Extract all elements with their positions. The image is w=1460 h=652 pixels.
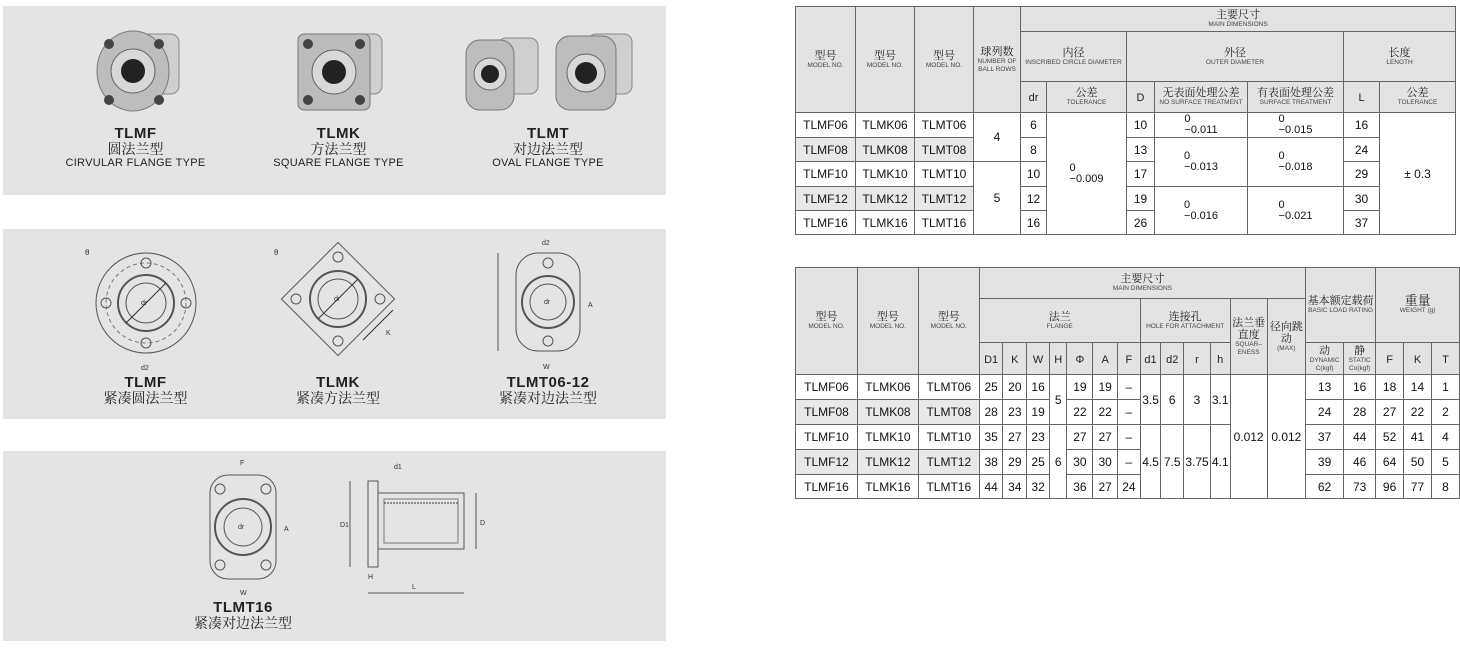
header-label: K (1413, 353, 1422, 366)
table-cell: 0 −0.013 (1155, 138, 1248, 187)
th-D1 (979, 343, 1003, 375)
table-cell: 38 (979, 450, 1003, 475)
header-en: (MAX) (1277, 344, 1296, 352)
header-label: A (1101, 353, 1109, 366)
header-label: 球列数 (980, 45, 1014, 58)
table-cell: TLMK10 (856, 162, 915, 187)
header-en: MODEL NO. (869, 323, 907, 330)
th-nosurf (1155, 82, 1248, 113)
table-cell: TLMF12 (796, 450, 858, 475)
table-cell: 6 (1161, 375, 1184, 425)
header-label: F (1125, 353, 1133, 366)
tlmt-drawing (488, 235, 608, 375)
table-cell: 0 −0.011 (1155, 113, 1248, 138)
header-en: LENGTH (1386, 58, 1413, 66)
tlmk-drawing (268, 235, 408, 375)
table-cell: 5 (1431, 450, 1459, 475)
table-cell: 22 (1067, 400, 1093, 425)
table-cell: 6 (1021, 113, 1047, 138)
table-cell: TLMF10 (796, 162, 856, 187)
product-cn: 圆法兰型 (107, 141, 164, 157)
header-label: d1 (1144, 353, 1157, 366)
table-cell: 62 (1305, 475, 1343, 499)
product-cn: 方法兰型 (310, 141, 367, 157)
drawing-cn: 紧凑方法兰型 (296, 390, 380, 406)
header-label: D (1136, 92, 1145, 104)
header-en: DYNAMIC C(kgf) (1309, 356, 1340, 372)
drawing-code: TLMT16 (213, 599, 273, 616)
dim-d2: d2 (140, 365, 149, 372)
table-cell: TLMF08 (796, 138, 856, 162)
th-weight (1376, 268, 1460, 343)
header-en: HOLE FOR ATTACHMENT (1146, 322, 1225, 330)
header-label: 重量 (1404, 293, 1431, 308)
table-cell: 44 (1344, 425, 1376, 450)
table-cell: 30 (1344, 187, 1380, 211)
table-cell: 18 (1376, 375, 1404, 400)
table-cell: 19 (1067, 375, 1093, 400)
header-label: 动 (1319, 344, 1331, 357)
th-D (1127, 82, 1155, 113)
dim-d1: d1 (394, 464, 402, 471)
header-en: MODEL NO. (866, 61, 904, 69)
table-cell: 37 (1344, 211, 1380, 235)
table-cell: 5 (1049, 375, 1067, 425)
product-code: TLMK (316, 125, 361, 142)
table-cell: 22 (1093, 400, 1118, 425)
header-en: OUTER DIAMETER (1205, 58, 1265, 66)
table-cell: TLMK08 (856, 138, 915, 162)
header-en: MAIN DIMENSIONS (1112, 285, 1172, 292)
table-dimensions-1 (795, 6, 1456, 235)
table-cell: 22 (1404, 400, 1432, 425)
table-cell: 27 (1093, 425, 1118, 450)
table-cell: 13 (1127, 138, 1155, 162)
th-A (1093, 343, 1118, 375)
header-label: h (1217, 353, 1224, 366)
th-h (1210, 343, 1230, 375)
product-code: TLMF (114, 125, 157, 142)
table-row (796, 211, 1456, 235)
drawing-cn: 紧凑对边法兰型 (499, 390, 597, 406)
table-cell: 4.5 (1140, 425, 1161, 499)
table-cell: 41 (1404, 425, 1432, 450)
table-cell: 19 (1027, 400, 1050, 425)
th-main-dims (979, 268, 1305, 299)
header-label: 型号 (937, 311, 960, 323)
dim-theta: θ (84, 248, 89, 257)
table-cell: 6 (1049, 425, 1067, 499)
table-cell: 0 −0.016 (1155, 187, 1248, 235)
header-en: MODEL NO. (925, 61, 963, 69)
dim-w: W (240, 590, 247, 597)
header-en: MODEL NO. (808, 323, 845, 330)
drawing16-panel (3, 451, 666, 641)
table-cell: 64 (1376, 450, 1404, 475)
header-label: H (1054, 353, 1063, 366)
table-cell: 0.012 (1267, 375, 1305, 499)
drawing-code: TLMF (124, 374, 167, 391)
th-phi (1067, 343, 1093, 375)
product-en: OVAL FLANGE TYPE (492, 157, 604, 169)
table-cell: 23 (1027, 425, 1050, 450)
table-cell: 16 (1027, 375, 1050, 400)
th-dynamic (1305, 343, 1343, 375)
table-cell: TLMK06 (857, 375, 918, 400)
table-cell: 3 (1184, 375, 1211, 425)
table-cell: 0 −0.018 (1248, 138, 1344, 187)
header-en: INSCRIBED CIRCLE DIAMETER (1025, 58, 1122, 66)
table-row (796, 138, 1456, 162)
table-cell: TLMK12 (857, 450, 918, 475)
header-label: 有表面处理公差 (1257, 87, 1334, 99)
th-wT (1431, 343, 1459, 375)
header-label: 基本额定载荷 (1307, 295, 1374, 307)
tlmk-photo (284, 16, 394, 126)
table-cell: 44 (979, 475, 1003, 499)
table-row (796, 475, 1460, 499)
header-label: 内径 (1062, 46, 1085, 59)
th-W (1027, 343, 1050, 375)
drawing-cn: 紧凑圆法兰型 (103, 390, 188, 406)
product-en: CIRVULAR FLANGE TYPE (65, 157, 206, 169)
header-label: T (1442, 353, 1449, 366)
table-cell: TLMF16 (796, 475, 858, 499)
table-cell: TLMT10 (918, 425, 979, 450)
dim-a: A (284, 526, 289, 533)
table-cell: 2 (1431, 400, 1459, 425)
table-cell: 8 (1431, 475, 1459, 499)
table-cell: 27 (1376, 400, 1404, 425)
drawing-tlmt16 (168, 455, 318, 631)
th-L (1344, 82, 1380, 113)
th-surf (1248, 82, 1344, 113)
dim-l: L (412, 584, 416, 591)
dim-dr: dr (544, 299, 551, 306)
th-main-dims (1021, 7, 1456, 32)
tlmf-drawing (81, 235, 211, 375)
table-cell: TLMK06 (856, 113, 915, 138)
table-cell: 25 (1027, 450, 1050, 475)
header-label: dr (1028, 92, 1039, 104)
header-label: K (1011, 353, 1019, 366)
drawing-cn: 紧凑对边法兰型 (194, 615, 292, 631)
table-cell: 28 (1344, 400, 1376, 425)
table-cell: 46 (1344, 450, 1376, 475)
table-cell: TLMK12 (856, 187, 915, 211)
header-label: 连接孔 (1168, 310, 1202, 323)
dim-a: A (588, 302, 593, 309)
th-flange (979, 299, 1140, 343)
table-cell: 24 (1118, 475, 1141, 499)
header-label: r (1195, 353, 1199, 366)
product-tlmt (448, 16, 648, 170)
table-cell: 34 (1003, 475, 1027, 499)
table-cell: TLMF16 (796, 211, 856, 235)
th-d1 (1140, 343, 1161, 375)
table-cell: 10 (1021, 162, 1047, 187)
table-cell: 4 (1431, 425, 1459, 450)
table-row (796, 113, 1456, 138)
header-en: SQUAR–ENESS (1235, 340, 1262, 356)
table-cell: TLMT06 (918, 375, 979, 400)
th-outer (1127, 32, 1344, 82)
dim-h: H (368, 574, 374, 581)
header-label: 无表面处理公差 (1162, 87, 1240, 99)
dim-d2: d2 (542, 240, 550, 247)
table-cell: 39 (1305, 450, 1343, 475)
table-cell: 8 (1021, 138, 1047, 162)
table-row (796, 450, 1460, 475)
table-cell: ± 0.3 (1380, 113, 1456, 235)
table-cell: TLMT16 (918, 475, 979, 499)
table-cell: – (1118, 375, 1141, 400)
table-cell: TLMT12 (918, 450, 979, 475)
dim-w: W (543, 364, 550, 371)
header-label: 外径 (1224, 46, 1246, 59)
header-label: 型号 (876, 311, 899, 323)
th-model-k (856, 7, 915, 113)
header-en: MAIN DIMENSIONS (1208, 21, 1268, 28)
table-cell: 4 (974, 113, 1021, 162)
table-cell: 0 −0.009 (1047, 113, 1127, 235)
table-cell: 16 (1344, 375, 1376, 400)
table-cell: 35 (979, 425, 1003, 450)
th-load (1305, 268, 1375, 343)
table-cell: 0.012 (1230, 375, 1267, 499)
table-cell: 26 (1127, 211, 1155, 235)
th-model-f (796, 7, 856, 113)
th-model-t (915, 7, 974, 113)
header-en: SURFACE TREATMENT (1259, 99, 1332, 106)
table-cell: 12 (1021, 187, 1047, 211)
table-cell: 52 (1376, 425, 1404, 450)
table-row (796, 425, 1460, 450)
product-tlmk (251, 16, 426, 170)
th-model-f (796, 268, 858, 375)
drawing-panel (3, 229, 666, 419)
header-label: D1 (984, 353, 999, 366)
table-cell: 30 (1067, 450, 1093, 475)
th-wK (1404, 343, 1432, 375)
table-cell: 25 (979, 375, 1003, 400)
header-en: MODEL NO. (807, 61, 844, 69)
product-tlmf (48, 16, 223, 170)
header-label: F (1386, 353, 1393, 366)
table-cell: 27 (1003, 425, 1027, 450)
table-dimensions-2 (795, 267, 1460, 499)
table-cell: 36 (1067, 475, 1093, 499)
header-en: NO SURFACE TREATMENT (1159, 99, 1243, 106)
table-cell: 32 (1027, 475, 1050, 499)
header-en: NUMBER OF BALL ROWS (977, 57, 1017, 73)
tlmt-photo (458, 16, 638, 126)
table-cell: 96 (1376, 475, 1404, 499)
th-dr-tol (1047, 82, 1127, 113)
table-cell: TLMK16 (856, 211, 915, 235)
th-squareness (1230, 299, 1267, 375)
table-cell: TLMF10 (796, 425, 858, 450)
table-cell: 50 (1404, 450, 1432, 475)
th-hole (1140, 299, 1230, 343)
table-cell: 20 (1003, 375, 1027, 400)
header-label: 型号 (933, 49, 955, 62)
table-cell: 3.75 (1184, 425, 1211, 499)
table-cell: 4.1 (1210, 425, 1230, 499)
th-H (1049, 343, 1067, 375)
table-cell: 73 (1344, 475, 1376, 499)
table-cell: TLMF06 (796, 113, 856, 138)
table-cell: TLMF08 (796, 400, 858, 425)
table-cell: 10 (1127, 113, 1155, 138)
table-row (796, 187, 1456, 211)
table-cell: TLMT10 (915, 162, 974, 187)
header-en: MODEL NO. (930, 323, 967, 330)
th-dr (1021, 82, 1047, 113)
table-row (796, 375, 1460, 400)
drawing-code: TLMT06-12 (506, 374, 590, 391)
header-label: 型号 (814, 49, 837, 62)
header-label: 静 (1354, 344, 1366, 357)
header-en: BASIC LOAD RATING (1308, 307, 1374, 314)
table-cell: 24 (1305, 400, 1343, 425)
th-len-tol (1380, 82, 1456, 113)
table-cell: 3.1 (1210, 375, 1230, 425)
table-cell: TLMK10 (857, 425, 918, 450)
table-cell: 14 (1404, 375, 1432, 400)
table-cell: 3.5 (1140, 375, 1161, 425)
th-F (1118, 343, 1141, 375)
header-en: WEIGHT (g) (1399, 307, 1436, 314)
th-static (1344, 343, 1376, 375)
header-label: Φ (1075, 353, 1085, 366)
header-label: 径向跳动 (1269, 320, 1303, 345)
header-label: 型号 (815, 311, 838, 323)
tlmt16-drawing (188, 455, 298, 600)
header-label: 主要尺寸 (1120, 273, 1165, 285)
header-en: FLANGE (1046, 322, 1073, 330)
header-label: 公差 (1406, 87, 1429, 99)
header-label: d2 (1166, 353, 1179, 366)
table-cell: 5 (974, 162, 1021, 235)
table-cell: – (1118, 425, 1141, 450)
table-cell: 30 (1093, 450, 1118, 475)
product-en: SQUARE FLANGE TYPE (273, 157, 404, 169)
drawing-code: TLMK (316, 374, 360, 391)
table-cell: 16 (1021, 211, 1047, 235)
header-label: W (1032, 353, 1044, 366)
table-cell: 24 (1344, 138, 1380, 162)
table-cell: 0 −0.015 (1248, 113, 1344, 138)
table-cell: 1 (1431, 375, 1459, 400)
header-en: TOLERANCE (1397, 99, 1438, 106)
table-cell: 28 (979, 400, 1003, 425)
th-model-k (857, 268, 918, 375)
tlmf-photo (81, 16, 191, 126)
th-K (1003, 343, 1027, 375)
th-inner (1021, 32, 1127, 82)
dim-D1: D1 (340, 522, 349, 529)
header-label: L (1358, 92, 1365, 104)
header-label: 法兰垂直度 (1232, 316, 1266, 341)
th-runout (1267, 299, 1305, 375)
table-cell: TLMF12 (796, 187, 856, 211)
dim-d: D (480, 520, 486, 527)
table-cell: 77 (1404, 475, 1432, 499)
table-cell: TLMT06 (915, 113, 974, 138)
product-cn: 对边法兰型 (513, 141, 583, 157)
header-en: TOLERANCE (1066, 99, 1107, 106)
dim-dr: dr (238, 524, 245, 531)
table-cell: 27 (1093, 475, 1118, 499)
dim-dr: dr (334, 296, 341, 303)
header-label: 公差 (1075, 87, 1098, 99)
header-label: 型号 (874, 49, 896, 62)
table-cell: 37 (1305, 425, 1343, 450)
table-cell: 29 (1344, 162, 1380, 187)
side-view-drawing (338, 455, 498, 605)
table-cell: TLMT12 (915, 187, 974, 211)
table-cell: TLMT16 (915, 211, 974, 235)
product-code: TLMT (527, 125, 569, 142)
table-cell: TLMK08 (857, 400, 918, 425)
header-label: 长度 (1388, 46, 1411, 59)
header-label: 主要尺寸 (1216, 9, 1261, 21)
table-cell: TLMF06 (796, 375, 858, 400)
table-cell: – (1118, 400, 1141, 425)
table-cell: 29 (1003, 450, 1027, 475)
table-cell: 17 (1127, 162, 1155, 187)
header-en: STATIC Co(kgf) (1348, 356, 1371, 372)
table-row (796, 162, 1456, 187)
th-model-t (918, 268, 979, 375)
dim-k: K (386, 330, 391, 337)
table-cell: – (1118, 450, 1141, 475)
th-d2 (1161, 343, 1184, 375)
table-cell: TLMK16 (857, 475, 918, 499)
th-ball-rows (974, 7, 1021, 113)
th-length (1344, 32, 1456, 82)
th-wF (1376, 343, 1404, 375)
drawing-tlmf (58, 235, 233, 406)
table-cell: TLMT08 (918, 400, 979, 425)
th-r (1184, 343, 1211, 375)
table-cell: 19 (1093, 375, 1118, 400)
table-cell: 7.5 (1161, 425, 1184, 499)
drawing-tlmt (468, 235, 628, 406)
drawing-tlmk (253, 235, 423, 406)
table-cell: 23 (1003, 400, 1027, 425)
dim-f: F (240, 460, 245, 467)
product-photo-panel (3, 6, 666, 195)
table-cell: 27 (1067, 425, 1093, 450)
table-cell: 0 −0.021 (1248, 187, 1344, 235)
table-cell: 13 (1305, 375, 1343, 400)
dim-theta: θ (274, 248, 279, 257)
dim-dr: dr (140, 300, 147, 307)
table-cell: 19 (1127, 187, 1155, 211)
header-label: 法兰 (1048, 310, 1071, 323)
table-row (796, 400, 1460, 425)
table-cell: 16 (1344, 113, 1380, 138)
table-cell: TLMT08 (915, 138, 974, 162)
